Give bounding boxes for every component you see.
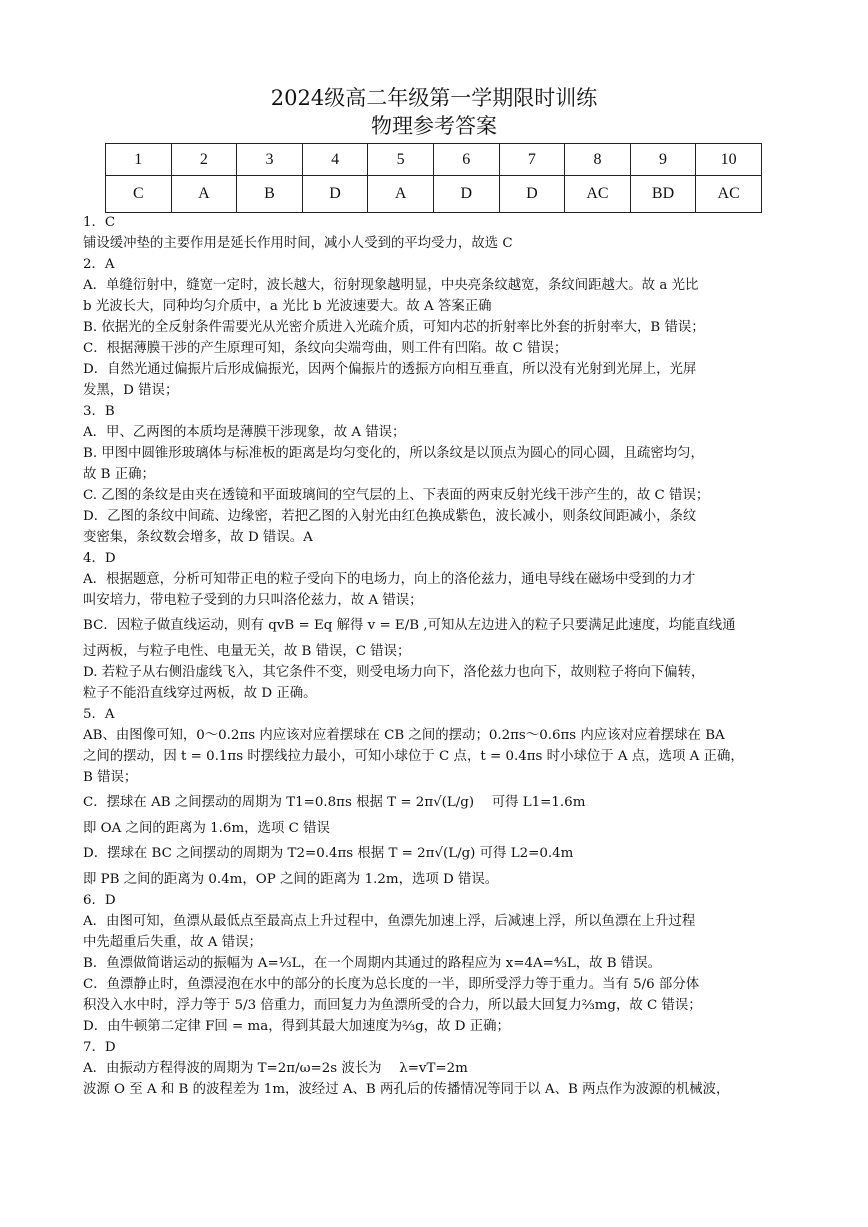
text-line: 叫安培力，带电粒子受到的力只叫洛伦兹力，故 A 错误； <box>83 593 423 608</box>
text-line: 之间的摆动，因 t = 0.1πs 时摆线拉力最小，可知小球位于 C 点，t = 0.4πs 时小球位于 A 点，选项 A 正确， <box>83 749 744 764</box>
answer-heading: 5．A <box>83 707 115 722</box>
answer-table-number-row <box>106 144 762 176</box>
text-line: b 光波长大，同种均匀介质中，a 光比 b 光波速要大。故 A 答案正确 <box>83 299 492 314</box>
explanation-body <box>83 212 785 1100</box>
text-line: A．由振动方程得波的周期为 T=2π/ω=2s 波长为 λ=vT=2m <box>83 1061 468 1076</box>
question-number: 6 <box>433 144 499 176</box>
formula-line: C．摆球在 AB 之间摆动的周期为 T1=0.8πs 根据 T = 2π√(L/g) 可得 L1=1.6m <box>83 795 586 810</box>
answer-heading: 1．C <box>83 215 116 230</box>
text-line: D．乙图的条纹中间疏、边缘密，若把乙图的入射光由红色换成紫色，波长减小，则条纹间距减小，条纹 <box>83 509 697 524</box>
answer-cell: AC <box>565 176 631 213</box>
answer-table <box>105 143 762 213</box>
text-line: 即 PB 之间的距离为 0.4m，OP 之间的距离为 1.2m，选项 D 错误。 <box>83 872 499 887</box>
page-subtitle: 物理参考答案 <box>371 114 497 138</box>
question-number: 9 <box>630 144 696 176</box>
question-number: 2 <box>171 144 237 176</box>
formula-line: BC．因粒子做直线运动，则有 qvB = Eq 解得 v = E/B ,可知从左边进入的粒子只要满足此速度，均能直线通 <box>83 618 736 633</box>
formula-line: D．摆球在 BC 之间摆动的周期为 T2=0.4πs 根据 T = 2π√(L/g) 可得 L2=0.4m <box>83 846 574 861</box>
text-line: A．根据题意，分析可知带正电的粒子受向下的电场力，向上的洛伦兹力，通电导线在磁场中受到的力才 <box>83 572 696 587</box>
answer-cell: A <box>171 176 237 213</box>
answer-cell: BD <box>630 176 696 213</box>
text-line: 积没入水中时，浮力等于 5/3 倍重力，而回复力为鱼漂所受的合力，所以最大回复力⅔mg，故 C 错误； <box>83 998 702 1013</box>
answer-heading: 7．D <box>83 1040 116 1055</box>
answer-heading: 2．A <box>83 257 115 272</box>
text-line: C．根据薄膜干涉的产生原理可知，条纹向尖端弯曲，则工件有凹陷。故 C 错误； <box>83 341 568 356</box>
question-number: 10 <box>696 144 762 176</box>
text-line: 波源 O 至 A 和 B 的波程差为 1m，波经过 A、B 两孔后的传播情况等同于以 A、B 两点作为波源的机械波， <box>83 1082 730 1097</box>
question-number: 8 <box>565 144 631 176</box>
text-line: 变密集，条纹数会增多，故 D 错误。A <box>83 530 313 545</box>
answer-heading: 4．D <box>83 551 116 566</box>
text-line: 即 OA 之间的距离为 1.6m，选项 C 错误 <box>83 821 330 836</box>
answer-table-answer-row <box>106 176 762 213</box>
text-line: D. 若粒子从右侧沿虚线飞入，其它条件不变，则受电场力向下，洛伦兹力也向下，故则粒子将向下偏转， <box>83 665 705 680</box>
text-line: 铺设缓冲垫的主要作用是延长作用时间，减小人受到的平均受力，故选 C <box>83 236 513 251</box>
text-line: B. 甲图中圆锥形玻璃体与标准板的距离是均匀变化的，所以条纹是以顶点为圆心的同心圆，且疏密均匀， <box>83 446 704 461</box>
question-number: 1 <box>106 144 172 176</box>
text-line: 发黑，D 错误； <box>83 383 179 398</box>
text-line: A．甲、乙两图的本质均是薄膜干涉现象，故 A 错误； <box>83 425 406 440</box>
text-line: B. 依据光的全反射条件需要光从光密介质进入光疏介质，可知内芯的折射率比外套的折射率大，B 错误； <box>83 320 705 335</box>
text-line: A．单缝衍射中，缝宽一定时，波长越大，衍射现象越明显，中央亮条纹越宽，条纹间距越大。故 a 光比 <box>83 278 699 293</box>
answer-cell: D <box>433 176 499 213</box>
text-line: B 错误； <box>83 770 138 785</box>
answer-cell: C <box>106 176 172 213</box>
answer-cell: A <box>368 176 434 213</box>
page-title: 2024级高二年级第一学期限时训练 <box>270 86 598 110</box>
answer-cell: D <box>499 176 565 213</box>
text-line: D．自然光通过偏振片后形成偏振光，因两个偏振片的透振方向相互垂直，所以没有光射到光屏上，光屏 <box>83 362 697 377</box>
answer-heading: 3．B <box>83 404 115 419</box>
question-number: 3 <box>237 144 303 176</box>
answer-cell: B <box>237 176 303 213</box>
answer-cell: D <box>302 176 368 213</box>
text-line: C. 乙图的条纹是由夹在透镜和平面玻璃间的空气层的上、下表面的两束反射光线干涉产生的，故 C 错误； <box>83 488 710 503</box>
question-number: 7 <box>499 144 565 176</box>
text-line: 粒子不能沿直线穿过两板，故 D 正确。 <box>83 686 317 701</box>
question-number: 4 <box>302 144 368 176</box>
text-line: D．由牛顿第二定律 F回 = ma，得到其最大加速度为⅔g，故 D 正确； <box>83 1019 510 1034</box>
question-number: 5 <box>368 144 434 176</box>
answer-cell: AC <box>696 176 762 213</box>
text-line: C．鱼漂静止时，鱼漂浸泡在水中的部分的长度为总长度的一半，即所受浮力等于重力。当有 5/6 部分体 <box>83 977 700 992</box>
text-line: 过两板，与粒子电性、电量无关，故 B 错误，C 错误； <box>83 644 411 659</box>
answer-heading: 6．D <box>83 893 116 908</box>
text-line: A．由图可知，鱼漂从最低点至最高点上升过程中，鱼漂先加速上浮，后减速上浮，所以鱼漂在上升过程 <box>83 914 696 929</box>
text-line: B．鱼漂做简谐运动的振幅为 A=⅓L，在一个周期内其通过的路程应为 x=4A=⁴⁄₃L，故 B 错误。 <box>83 956 662 971</box>
text-line: 故 B 正确； <box>83 467 155 482</box>
text-line: AB、由图像可知，0～0.2πs 内应该对应着摆球在 CB 之间的摆动；0.2πs～0.6πs 内应该对应着摆球在 BA <box>83 728 725 743</box>
text-line: 中先超重后失重，故 A 错误； <box>83 935 262 950</box>
